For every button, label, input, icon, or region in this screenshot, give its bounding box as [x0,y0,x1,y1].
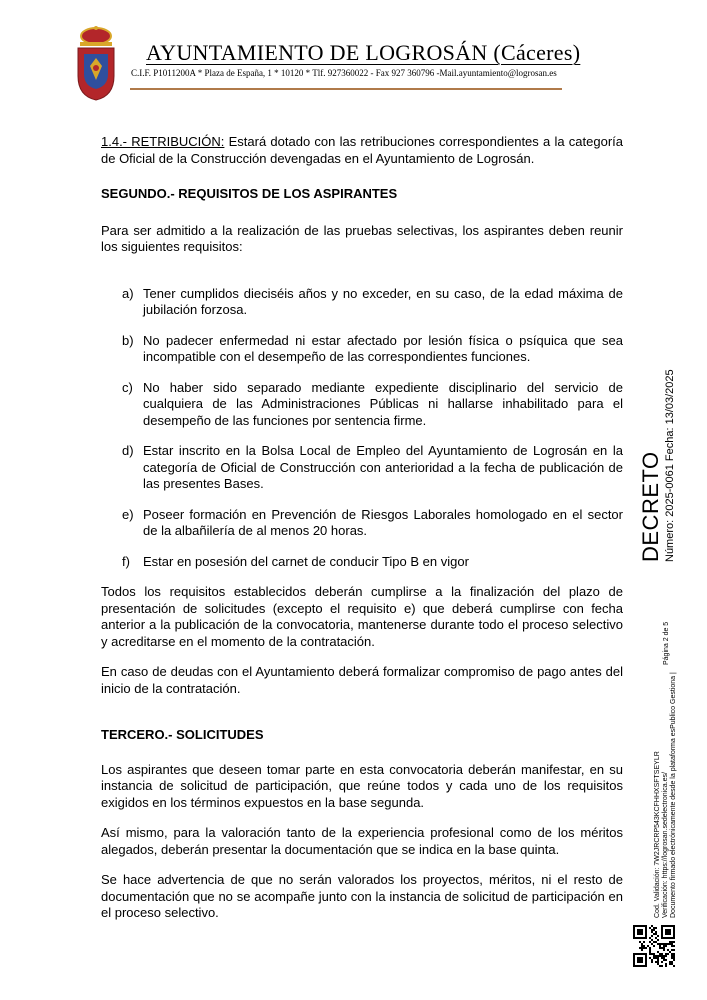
tercero-paragraph-2: Así mismo, para la valoración tanto de la experiencia profesional como de los méritos alegados, deberán presentar la documentación que se indica en la base quinta. [101,825,623,857]
list-item-letter: b) [122,332,134,348]
retribucion-paragraph [101,134,623,167]
list-item [101,333,623,366]
list-item [101,443,623,493]
list-item-text: Estar inscrito en la Bolsa Local de Empleo del Ayuntamiento de Logrosán en la categoría de Oficial de Construcción con anterioridad a la fecha de publicación de las presentes Bases. [143,443,623,491]
list-item-text: No haber sido separado mediante expediente disciplinario del servicio de cualquiera de las Administraciones Públicas ni hallarse inhabilitado para el desempeño de las funciones por sentencia firme. [143,379,623,428]
requirements-list [101,286,623,571]
list-item [101,507,623,540]
municipality-title: AYUNTAMIENTO DE LOGROSÁN (Cáceres) [146,40,581,65]
list-item-text: Poseer formación en Prevención de Riesgos Laborales homologado en el sector de la albañilería de al menos 20 horas. [143,506,623,538]
list-item-letter: c) [122,379,133,395]
list-item-text: Estar en posesión del carnet de conducir Tipo B en vigor [143,553,469,569]
letterhead [0,0,707,110]
coat-of-arms-icon [74,26,118,102]
signature-note: Documento firmado electrónicamente desde la plataforma esPublico Gestiona | [670,672,677,918]
qr-code-icon [633,925,675,967]
decree-label: DECRETO [638,451,663,562]
decree-number-date: Número: 2025-0061 Fecha: 13/03/2025 [664,369,676,562]
tercero-paragraph-1: Los aspirantes que deseen tomar parte en esta convocatoria deberán manifestar, en su instancia de solicitud de participación, que reúne todos y cada uno de los requisitos exigidos en los términos expuestos en la base segunda. [101,761,623,810]
list-item-text: No padecer enfermedad ni estar afectado por lesión física o psíquica que sea incompatible con el desempeño de las correspondientes funciones. [143,332,623,364]
verification-url: Verificación: https://logrosan.sedelectronica.es/ [662,772,669,918]
tercero-paragraph-3: Se hace advertencia de que no serán valorados los proyectos, méritos, ni el resto de documentación que no se acompañe junto con la instancia de solicitud de participación en el proceso selectivo. [101,872,623,920]
retribucion-text: Estará dotado con las retribuciones correspondientes a la categoría de Oficial de la Construcción devengadas en el Ayuntamiento de Logrosán. [101,134,623,166]
list-item [101,554,623,571]
contact-details: C.I.F. P1011200A * Plaza de España, 1 * 10120 * Tlf. 927360022 - Fax 927 360796 -Mail.ayuntamiento@logrosan.es [131,68,557,78]
list-item [101,380,623,430]
list-item [101,286,623,319]
list-item-letter: d) [122,443,134,458]
list-item-letter: f) [122,553,130,569]
list-item-letter: a) [122,285,134,301]
list-item-text: Tener cumplidos dieciséis años y no exceder, en su caso, de la edad máxima de jubilación forzosa. [143,285,623,317]
validation-code: Cod. Validación: 7W2JRCRP543KCFHHXSFTSEYLR [654,751,661,918]
segundo-heading: SEGUNDO.- REQUISITOS DE LOS ASPIRANTES [101,186,398,201]
segundo-intro: Para ser admitido a la realización de las pruebas selectivas, los aspirantes deben reunir los siguientes requisitos: [101,222,623,254]
list-item-letter: e) [122,506,134,522]
tercero-heading: TERCERO.- SOLICITUDES [101,727,264,742]
page-indicator: Página 2 de 5 [663,621,670,665]
document-body [101,134,623,922]
requisitos-note: Todos los requisitos establecidos deberán cumplirse a la finalización del plazo de presentación de solicitudes (excepto el requisito e) que deberá cumplirse con fecha anterior a la publicación de la convocatoria, mantenerse durante todo el proceso selectivo y acreditarse en el momento de la contratación. [101,584,623,649]
retribucion-heading: 1.4.- RETRIBUCIÓN: [101,134,225,149]
deudas-note: En caso de deudas con el Ayuntamiento deberá formalizar compromiso de pago antes del inicio de la contratación. [101,664,623,696]
header-divider [130,88,562,90]
